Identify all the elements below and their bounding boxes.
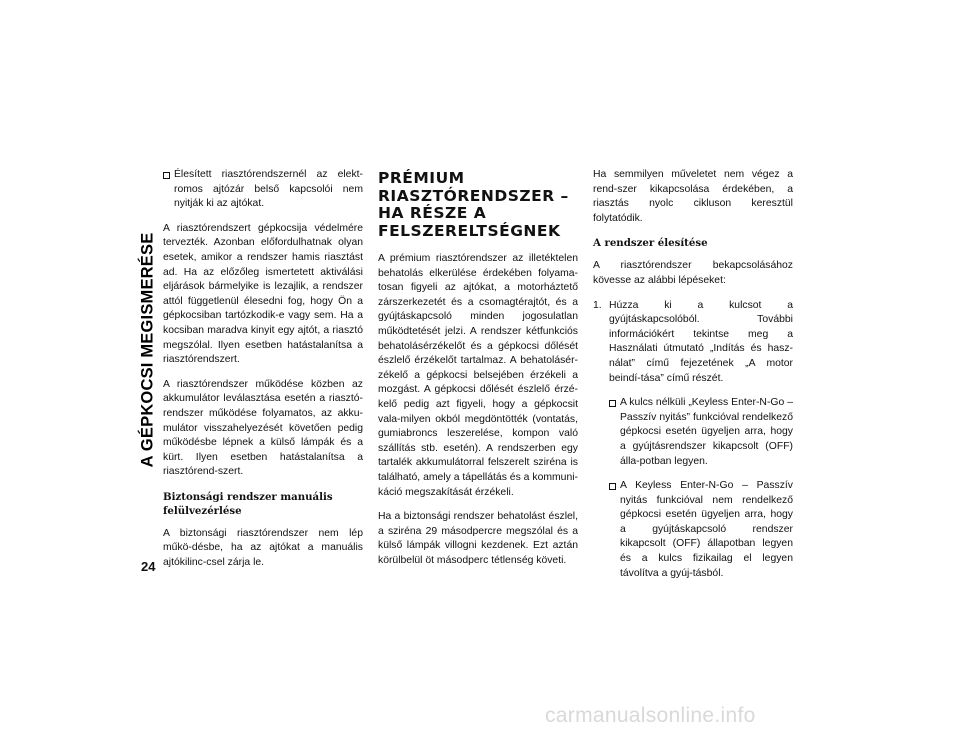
- chapter-side-tab: [135, 160, 161, 540]
- bullet-text: Élesített riasztórendszernél az elekt-romos ajtózár belső kapcsolói nem nyitják ki az ajtókat.: [174, 169, 363, 210]
- bullet-item: [163, 168, 363, 212]
- checkbox-bullet-icon: [609, 483, 616, 490]
- bullet-text: A Keyless Enter-N-Go – Passzív nyitás funkcióval nem rendelkező gépkocsi esetén ügyeljen arra, hogy a gyújtáskapcsoló rendszer kikapcsolt (OFF) állapotban legyen és a kulcs fizikailag el legyen távolítva a gyúj-tásból.: [620, 480, 793, 579]
- watermark: carmanualsonline.info: [545, 704, 756, 727]
- chapter-title: A GÉPKOCSI MEGISMERÉSE: [138, 232, 157, 468]
- paragraph: A biztonsági riasztórendszer nem lép műkö-désbe, ha az ajtókat a manuális ajtókilinc-csel zárja le.: [163, 527, 363, 569]
- column-right: [593, 168, 793, 591]
- paragraph: Ha semmilyen műveletet nem végez a rend-szer kikapcsolása érdekében, a riasztás nyolc cikluson keresztül folytatódik.: [593, 169, 793, 224]
- numbered-step: [593, 299, 793, 387]
- bullet-text: A kulcs nélküli „Keyless Enter-N-Go – Passzív nyitás” funkcióval rendelkező gépkocsi esetén ügyeljen arra, hogy a gyújtásrendszer kikapcsolt (OFF) álla-potban legyen.: [620, 397, 793, 467]
- subheading: A rendszer élesítése: [593, 237, 708, 250]
- page-number: 24: [141, 559, 156, 574]
- step-number: 1.: [593, 299, 602, 311]
- paragraph: Ha a biztonsági rendszer behatolást észlel, a sziréna 29 másodpercre megszólal és a külső lámpák villogni kezdenek. Ezt aztán körülbelül öt másodperc tétlenség követi.: [378, 511, 578, 566]
- paragraph: A riasztórendszert gépkocsija védelmére tervezték. Azonban előfordulhatnak olyan esetek, amikor a rendszer hamis riasztást ad. Ha az előzőleg ismertetett aktiválási eljárások bármelyike is lezajlik, a rendszer attól függetlenül élesedni fog, hogy Ön a gépkocsiban tartózkodik-e vagy sem. Ha a kocsiban maradva kinyit egy ajtót, a riasztó megszólal. Ilyen esetben hatástalanítsa a riasztórendszert.: [163, 222, 363, 366]
- subheading: Biztonsági rendszer manuális felülvezérlése: [163, 490, 333, 517]
- checkbox-bullet-icon: [609, 400, 616, 407]
- checkbox-bullet-icon: [163, 172, 170, 179]
- paragraph: A riasztórendszer működése közben az akkumulátor leválasztása esetén a riasztó-rendszer működése folyamatos, az akku-mulátor visszahelyezését követően pedig működésbe lépnek a külső lámpák és a kürt. Ilyen esetben hatástalanítsa a riasztórend-szert.: [163, 378, 363, 478]
- bullet-item: [609, 396, 793, 469]
- column-left: [163, 168, 363, 581]
- section-title: PRÉMIUM RIASZTÓRENDSZER – HA RÉSZE A FELSZERELTSÉGNEK: [378, 169, 569, 240]
- bullet-item: [609, 479, 793, 581]
- column-middle: [378, 168, 578, 578]
- paragraph: A prémium riasztórendszer az illetéktelen behatolás elkerülése érdekében folyama-tosan figyeli az ajtókat, a motorháztető zárszerkezetét és a csomagtérajtót, és a gyújtáskapcsoló minden jogosulatlan működtetését jelzi. A rendszer kétfunkciós behatolásérzékelőt és a gépkocsi dőlését észlelő érzékelőt tartalmaz. A behatolásér-zékelő a gépkocsi belsejében érzékeli a mozgást. A gépkocsi dőlését észlelő érzé-kelő pedig azt figyeli, hogy a gépkocsit vala-milyen okból megdöntötték (vontatás, gumiabroncs leszerelése, kompon való szállítás stb. esetén). A rendszerben egy tartalék akkumulátorral felszerelt sziréna is található, amely a tápellátás és a kommuni-káció megszakítását érzékeli.: [378, 253, 578, 498]
- paragraph: A riasztórendszer bekapcsolásához kövesse az alábbi lépéseket:: [593, 260, 793, 286]
- step-text: Húzza ki a kulcsot a gyújtáskapcsolóból. További információkért tekintse meg a Használati útmutató „Indítás és hasz-nálat” című fejezetének „A motor beindí-tása” című részét.: [609, 299, 793, 384]
